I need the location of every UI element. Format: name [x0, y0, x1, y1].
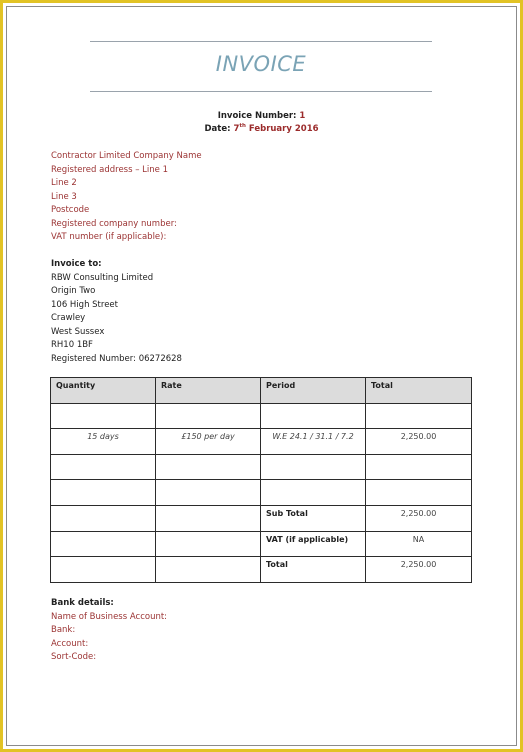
- table-row-subtotal: [51, 505, 472, 531]
- bank-line: Name of Business Account:: [51, 611, 168, 622]
- vat-label: VAT (if applicable): [261, 531, 366, 557]
- invoice-date-rest: February 2016: [245, 124, 319, 134]
- table-row-vat: [51, 531, 472, 557]
- subtotal-label: Sub Total: [261, 505, 366, 531]
- table-header-row: [51, 378, 472, 404]
- bank-line: Sort-Code:: [51, 652, 97, 662]
- total-label: Total: [261, 557, 366, 583]
- client-heading: Invoice to:: [51, 259, 102, 269]
- client-line: Crawley: [51, 313, 86, 323]
- header-quantity: Quantity: [51, 378, 156, 404]
- table-row: [51, 403, 472, 429]
- client-line: RH10 1BF: [51, 340, 93, 350]
- table-row-total: [51, 557, 472, 583]
- title-rule-bottom: [90, 91, 432, 92]
- client-line: RBW Consulting Limited: [51, 272, 154, 283]
- client-line: West Sussex: [51, 326, 105, 337]
- contractor-line: Line 2: [51, 178, 77, 188]
- contractor-line: Postcode: [51, 205, 90, 215]
- title-rule-top: [90, 41, 432, 42]
- invoice-number-value: 1: [299, 111, 306, 121]
- header-rate: Rate: [156, 378, 261, 404]
- client-line: 106 High Street: [51, 299, 118, 310]
- table-row-item: [51, 429, 472, 455]
- item-total: 2,250.00: [366, 429, 472, 455]
- invoice-items-table: [50, 377, 472, 583]
- invoice-date-suffix: th: [239, 123, 246, 129]
- contractor-line: Contractor Limited Company Name: [51, 151, 202, 161]
- client-line: Registered Number: 06272628: [51, 353, 182, 364]
- invoice-number-label: Invoice Number:: [217, 111, 300, 121]
- invoice-date-line: [0, 124, 523, 134]
- contractor-details: [51, 150, 202, 245]
- bank-line: Bank:: [51, 625, 76, 635]
- invoice-date-day: 7: [233, 124, 240, 134]
- item-rate: £150 per day: [156, 429, 261, 455]
- item-period: W.E 24.1 / 31.1 / 7.2: [261, 429, 366, 455]
- invoice-date-label: Date:: [204, 124, 234, 134]
- invoice-title: INVOICE: [215, 52, 307, 76]
- total-value: 2,250.00: [366, 557, 472, 583]
- bank-details: [51, 597, 167, 665]
- contractor-line: VAT number (if applicable):: [51, 232, 167, 242]
- contractor-line: Registered company number:: [51, 218, 177, 229]
- client-details: [51, 258, 182, 366]
- client-line: Origin Two: [51, 286, 96, 296]
- header-period: Period: [261, 378, 366, 404]
- bank-heading: Bank details:: [51, 598, 114, 608]
- item-quantity: 15 days: [51, 429, 156, 455]
- contractor-line: Line 3: [51, 191, 77, 202]
- header-total: Total: [366, 378, 472, 404]
- vat-value: NA: [366, 531, 472, 557]
- contractor-line: Registered address – Line 1: [51, 164, 169, 175]
- table-row: [51, 480, 472, 506]
- invoice-number-line: [0, 111, 523, 121]
- bank-line: Account:: [51, 638, 89, 649]
- subtotal-value: 2,250.00: [366, 505, 472, 531]
- table-row: [51, 454, 472, 480]
